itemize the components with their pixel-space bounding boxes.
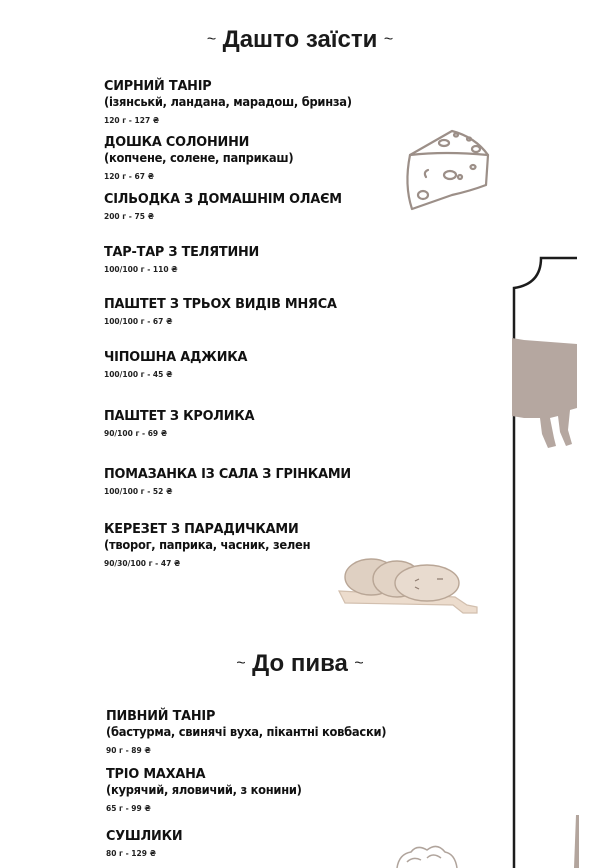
menu-item	[104, 349, 255, 380]
menu-item	[104, 296, 349, 327]
item-name: СИРНИЙ ТАНІР	[104, 78, 212, 94]
menu-item	[104, 408, 262, 439]
menu-item	[104, 78, 373, 126]
tilde-right: ~	[354, 655, 364, 672]
tilde-left: ~	[236, 655, 246, 672]
item-price: 90 г - 89 ₴	[106, 746, 151, 755]
menu-item	[104, 466, 364, 497]
item-name: СУШЛИКИ	[106, 828, 183, 844]
item-name: ТАР-ТАР З ТЕЛЯТИНИ	[104, 244, 260, 260]
item-price: 90/100 г - 69 ₴	[104, 429, 168, 438]
item-price: 120 г - 67 ₴	[104, 172, 155, 181]
item-name: ДОШКА СОЛОНИНИ	[104, 134, 250, 150]
item-name: ПАШТЕТ З КРОЛИКА	[104, 408, 255, 424]
item-description: (ізянськй, ландана, марадош, бринза)	[104, 94, 352, 109]
menu-item	[104, 191, 354, 222]
item-price: 200 г - 75 ₴	[104, 212, 155, 221]
item-price: 120 г - 127 ₴	[104, 116, 160, 125]
item-description: (курячий, яловичий, з конини)	[106, 782, 302, 797]
menu-item	[104, 521, 328, 569]
item-name: КЕРЕЗЕТ З ПАРАДИЧКАМИ	[104, 521, 299, 537]
cow-silhouette-icon	[512, 338, 600, 453]
item-price: 100/100 г - 45 ₴	[104, 370, 173, 379]
section-title-text: До пива	[252, 650, 348, 677]
cheese-icon	[390, 125, 490, 215]
item-name: СІЛЬОДКА З ДОМАШНІМ ОЛАЄМ	[104, 191, 342, 207]
item-price: 65 г - 99 ₴	[106, 804, 151, 813]
item-price: 100/100 г - 67 ₴	[104, 317, 173, 326]
item-price: 90/30/100 г - 47 ₴	[104, 559, 181, 568]
menu-item	[106, 828, 186, 859]
sketch-icon	[393, 840, 463, 868]
section-title-dashto-zaisty	[0, 26, 600, 54]
item-name: ТРІО МАХАНА	[106, 766, 206, 782]
menu-item	[106, 708, 411, 756]
item-price: 100/100 г - 110 ₴	[104, 265, 178, 274]
tilde-left: ~	[206, 31, 217, 48]
edge-sketch-icon	[570, 815, 584, 868]
item-description: (творог, паприка, часник, зелен	[104, 537, 311, 552]
section-title-text: Дашто заїсти	[222, 26, 378, 53]
item-description: (копчене, солене, паприкаш)	[104, 150, 294, 165]
item-name: ПИВНИЙ ТАНІР	[106, 708, 216, 724]
tilde-right: ~	[383, 31, 394, 48]
menu-item	[104, 244, 267, 275]
item-description: (бастурма, свинячі вуха, пікантні ковбаски)	[106, 724, 387, 739]
item-price: 80 г - 129 ₴	[106, 849, 157, 858]
menu-item	[106, 766, 319, 814]
bread-icon	[335, 545, 485, 615]
item-name: ПОМАЗАНКА ІЗ САЛА З ГРІНКАМИ	[104, 466, 351, 482]
item-price: 100/100 г - 52 ₴	[104, 487, 173, 496]
item-name: ЧІПОШНА АДЖИКА	[104, 349, 248, 365]
menu-item	[104, 134, 310, 182]
item-name: ПАШТЕТ З ТРЬОХ ВИДІВ МНЯСА	[104, 296, 337, 312]
